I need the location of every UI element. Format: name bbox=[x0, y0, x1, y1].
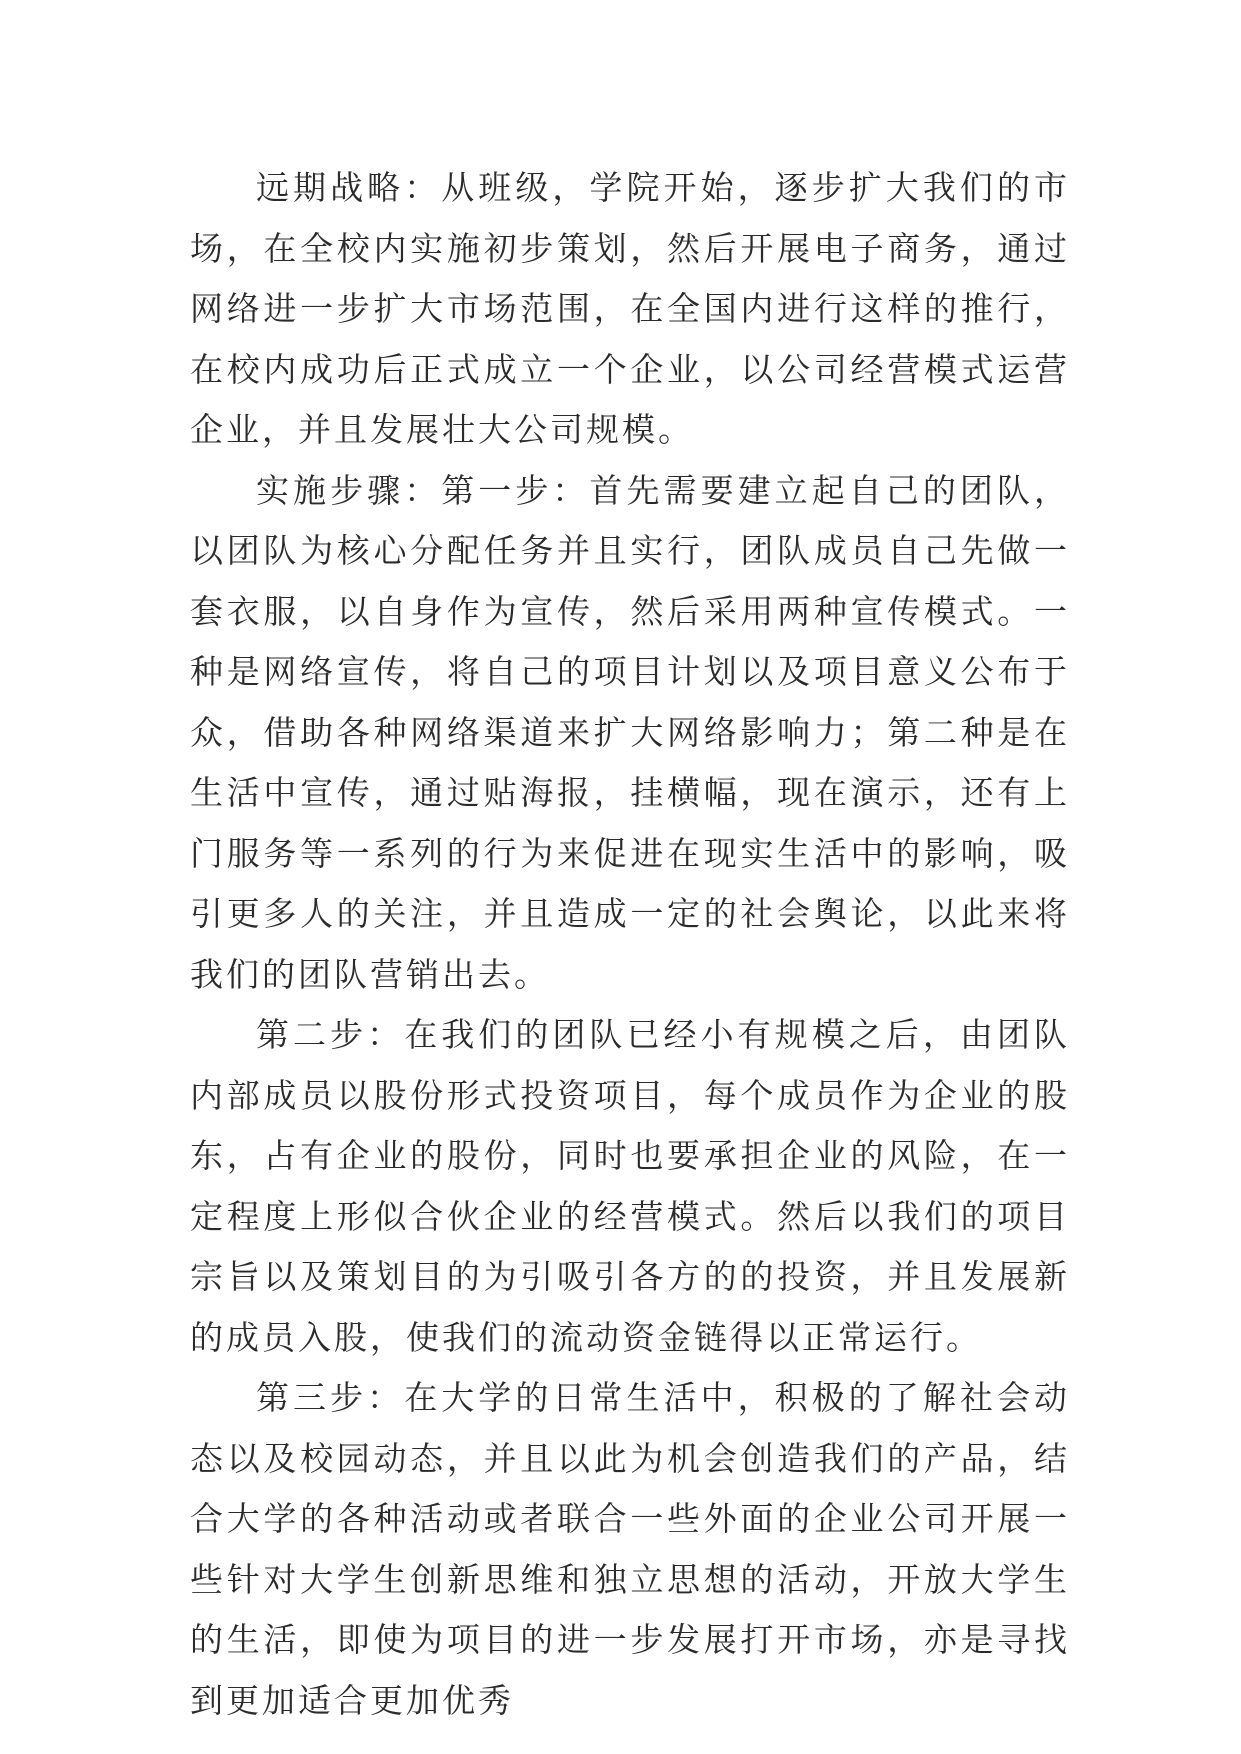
paragraph-step-three: 第三步：在大学的日常生活中，积极的了解社会动态以及校园动态，并且以此为机会创造我们的产品，结合大学的各种活动或者联合一些外面的企业公司开展一些针对大学生创新思维和独立思想的活动，开放大学生的生活，即使为项目的进一步发展打开市场，亦是寻找到更加适合更加优秀 bbox=[190, 1378, 1070, 1720]
document-body bbox=[190, 158, 1070, 1731]
paragraph-step-two: 第二步：在我们的团队已经小有规模之后，由团队内部成员以股份形式投资项目，每个成员作为企业的股东，占有企业的股份，同时也要承担企业的风险，在一定程度上形似合伙企业的经营模式。然后以我们的项目宗旨以及策划目的为引吸引各方的的投资，并且发展新的成员入股，使我们的流动资金链得以正常运行。 bbox=[190, 1015, 1070, 1357]
paragraph-implementation-step-one: 实施步骤：第一步：首先需要建立起自己的团队，以团队为核心分配任务并且实行，团队成员自己先做一套衣服，以自身作为宣传，然后采用两种宣传模式。一种是网络宣传，将自己的项目计划以及项目意义公布于众，借助各种网络渠道来扩大网络影响力；第二种是在生活中宣传，通过贴海报，挂横幅，现在演示，还有上门服务等一系列的行为来促进在现实生活中的影响，吸引更多人的关注，并且造成一定的社会舆论，以此来将我们的团队营销出去。 bbox=[190, 470, 1070, 994]
paragraph-long-term-strategy: 远期战略：从班级，学院开始，逐步扩大我们的市场，在全校内实施初步策划，然后开展电子商务，通过网络进一步扩大市场范围，在全国内进行这样的推行，在校内成功后正式成立一个企业，以公司经营模式运营企业，并且发展壮大公司规模。 bbox=[190, 168, 1070, 449]
